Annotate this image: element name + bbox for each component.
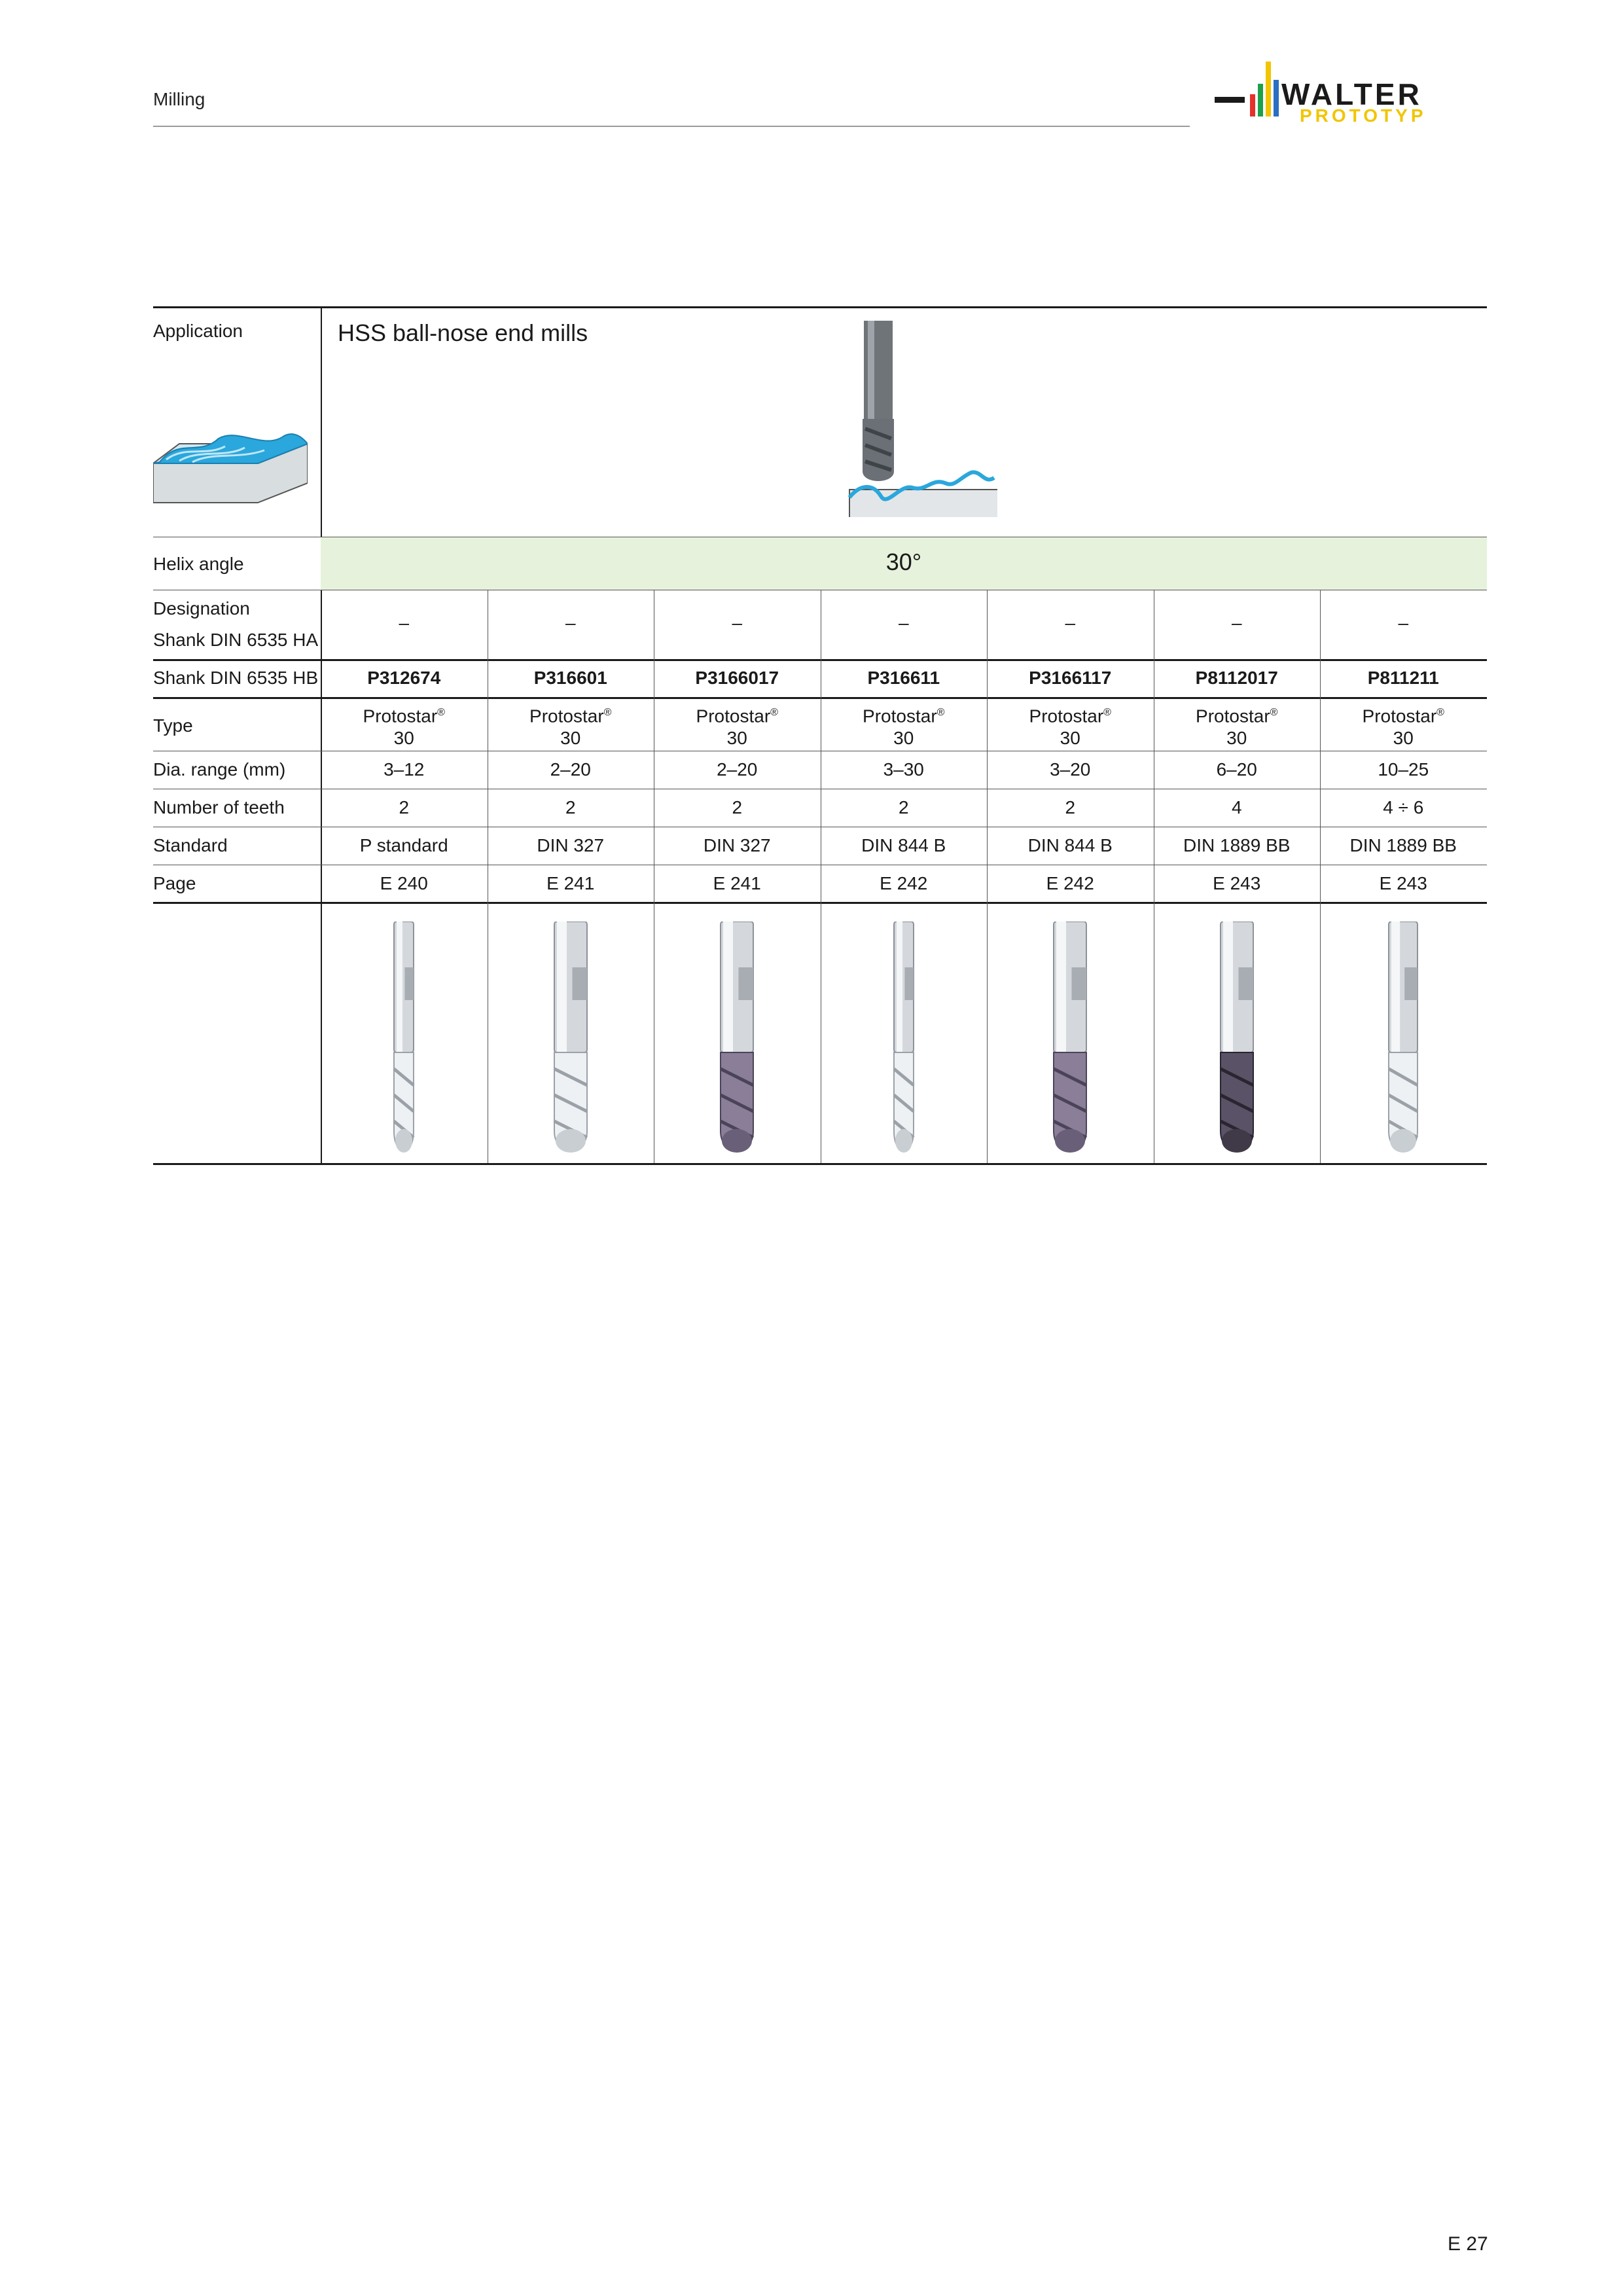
designation-cell: – bbox=[399, 613, 410, 633]
shank-hb-cell: P8112017 bbox=[1195, 668, 1278, 688]
type-cell bbox=[1320, 702, 1487, 749]
type-name: Protostar bbox=[1196, 706, 1270, 726]
logo-text-top: WALTER bbox=[1281, 77, 1422, 111]
designation-cell: – bbox=[732, 613, 743, 633]
page-cell: E 241 bbox=[713, 873, 761, 893]
type-number: 30 bbox=[1393, 728, 1414, 749]
surface-illustration bbox=[153, 431, 308, 509]
type-name: Protostar bbox=[696, 706, 771, 726]
page-cell: E 243 bbox=[1213, 873, 1261, 893]
standard-cell: DIN 327 bbox=[537, 835, 605, 855]
page-cell: E 242 bbox=[1046, 873, 1094, 893]
page-number: E 27 bbox=[1448, 2233, 1488, 2255]
type-number: 30 bbox=[726, 728, 747, 749]
standard-cell: DIN 1889 BB bbox=[1183, 835, 1291, 855]
dia-range-label: Dia. range (mm) bbox=[153, 759, 286, 780]
designation-cell: – bbox=[1231, 613, 1242, 633]
shank-hb-cell: P3166117 bbox=[1029, 668, 1112, 688]
end-mill-image bbox=[1377, 922, 1429, 1164]
designation-cell: – bbox=[1398, 613, 1409, 633]
registered-mark: ® bbox=[1270, 707, 1278, 718]
type-name: Protostar bbox=[1029, 706, 1104, 726]
registered-mark: ® bbox=[1103, 707, 1111, 718]
dia-range-cell: 6–20 bbox=[1216, 759, 1257, 780]
type-label: Type bbox=[153, 715, 193, 736]
helix-angle-value: 30° bbox=[885, 548, 922, 575]
shank-hb-label: Shank DIN 6535 HB bbox=[153, 668, 319, 688]
type-number: 30 bbox=[893, 728, 914, 749]
end-mill-image bbox=[1211, 922, 1263, 1164]
section-title: Milling bbox=[153, 89, 205, 109]
end-mill-image bbox=[878, 922, 930, 1164]
dia-range-cell: 3–20 bbox=[1050, 759, 1091, 780]
teeth-label: Number of teeth bbox=[153, 797, 285, 817]
dia-range-cell: 2–20 bbox=[550, 759, 591, 780]
shank-hb-cell: P316601 bbox=[533, 668, 607, 688]
shank-hb-cell: P316611 bbox=[867, 668, 940, 688]
end-mill-image bbox=[711, 922, 763, 1164]
end-mill-image bbox=[378, 922, 430, 1164]
teeth-cell: 2 bbox=[565, 797, 576, 817]
type-cell bbox=[1154, 702, 1321, 749]
standard-cell: DIN 844 B bbox=[861, 835, 946, 855]
end-mill-image bbox=[1044, 922, 1096, 1164]
teeth-cell: 2 bbox=[898, 797, 909, 817]
type-cell bbox=[821, 702, 988, 749]
page-cell: E 242 bbox=[880, 873, 928, 893]
dia-range-cell: 3–30 bbox=[883, 759, 924, 780]
application-label: Application bbox=[153, 321, 243, 341]
shank-hb-cell: P3166017 bbox=[695, 668, 779, 688]
type-cell bbox=[488, 702, 654, 749]
table-top-rule bbox=[153, 306, 1487, 308]
designation-cell: – bbox=[1065, 613, 1076, 633]
teeth-cell: 2 bbox=[1065, 797, 1076, 817]
teeth-cell: 2 bbox=[732, 797, 743, 817]
registered-mark: ® bbox=[437, 707, 445, 718]
application-title: HSS ball-nose end mills bbox=[338, 319, 588, 346]
page-cell: E 243 bbox=[1379, 873, 1427, 893]
table-bottom-rule bbox=[153, 1163, 1487, 1165]
page-cell: E 241 bbox=[546, 873, 595, 893]
designation-cell: – bbox=[898, 613, 909, 633]
type-name: Protostar bbox=[863, 706, 937, 726]
standard-cell: DIN 844 B bbox=[1027, 835, 1113, 855]
type-number: 30 bbox=[560, 728, 581, 749]
type-cell bbox=[321, 702, 488, 749]
registered-mark: ® bbox=[936, 707, 945, 718]
teeth-cell: 4 ÷ 6 bbox=[1383, 797, 1424, 817]
teeth-cell: 4 bbox=[1231, 797, 1242, 817]
milling-illustration bbox=[847, 321, 997, 517]
type-cell bbox=[654, 702, 821, 749]
registered-mark: ® bbox=[603, 707, 612, 718]
shank-hb-cell: P312674 bbox=[367, 668, 441, 688]
end-mill-image bbox=[544, 922, 597, 1164]
type-name: Protostar bbox=[1362, 706, 1437, 726]
teeth-cell: 2 bbox=[399, 797, 410, 817]
type-number: 30 bbox=[1226, 728, 1247, 749]
type-cell bbox=[987, 702, 1154, 749]
type-name: Protostar bbox=[363, 706, 438, 726]
standard-cell: DIN 327 bbox=[703, 835, 771, 855]
type-number: 30 bbox=[393, 728, 414, 749]
shank-ha-label: Shank DIN 6535 HA bbox=[153, 630, 319, 650]
type-number: 30 bbox=[1060, 728, 1080, 749]
standard-label: Standard bbox=[153, 835, 228, 855]
standard-cell: P standard bbox=[359, 835, 448, 855]
logo-text-bottom: PROTOTYP bbox=[1300, 105, 1427, 126]
registered-mark: ® bbox=[770, 707, 778, 718]
header-rule bbox=[153, 126, 1190, 127]
page-cell: E 240 bbox=[380, 873, 428, 893]
dia-range-cell: 10–25 bbox=[1378, 759, 1429, 780]
walter-prototyp-logo bbox=[1215, 58, 1489, 130]
designation-cell: – bbox=[565, 613, 576, 633]
page-label: Page bbox=[153, 873, 196, 893]
shank-hb-cell: P811211 bbox=[1367, 668, 1439, 688]
type-name: Protostar bbox=[529, 706, 604, 726]
registered-mark: ® bbox=[1436, 707, 1444, 718]
dia-range-cell: 3–12 bbox=[383, 759, 425, 780]
helix-angle-label: Helix angle bbox=[153, 554, 244, 574]
dia-range-cell: 2–20 bbox=[717, 759, 758, 780]
designation-label: Designation bbox=[153, 598, 250, 619]
standard-cell: DIN 1889 BB bbox=[1349, 835, 1457, 855]
